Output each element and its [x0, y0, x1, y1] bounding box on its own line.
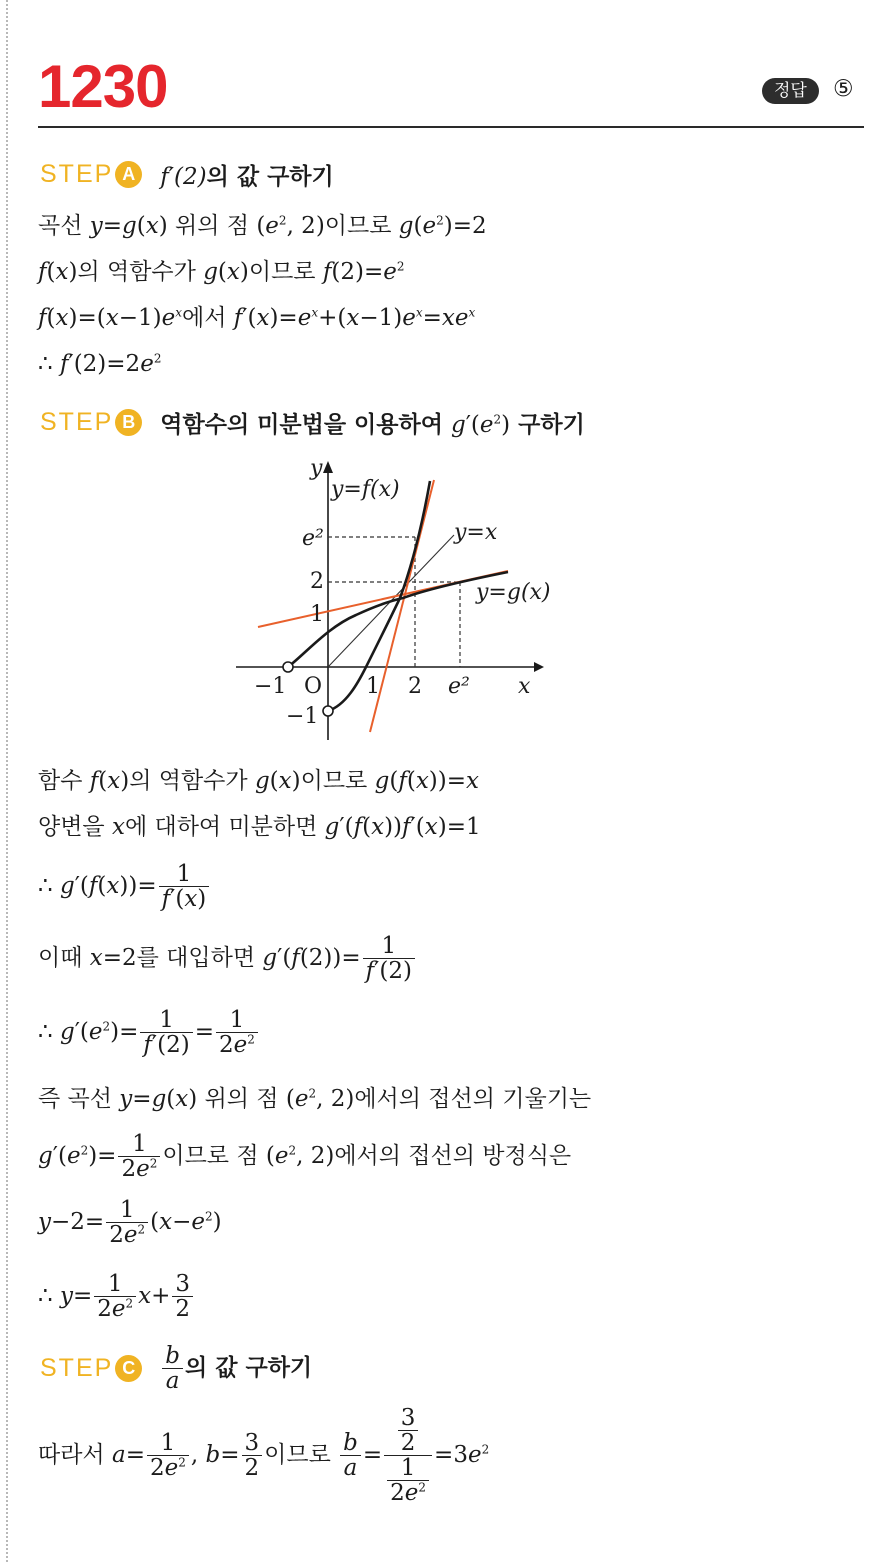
inverse-function-graph	[228, 455, 588, 750]
step-b-heading	[40, 406, 585, 439]
curve-g-label: y=g(x)	[476, 580, 551, 605]
tick-m1-x: −1	[254, 674, 287, 699]
step-b-line-1: 함수 f(x)의 역함수가 g(x)이므로 g(f(x))=x	[38, 768, 479, 794]
x-axis-arrow	[534, 662, 544, 672]
answer-value: ⑤	[833, 76, 854, 102]
step-a-line-4: ∴ $f'(2)=2e^2$	[38, 351, 162, 377]
step-a-line-2: f(x)의 역함수가 g(x)이므로 $f(2)=e^2$	[38, 259, 405, 285]
step-a-title-math: f′(2)	[160, 164, 207, 190]
curve-f-label: y=f(x)	[331, 477, 400, 502]
y-axis-arrow	[323, 461, 333, 473]
line-yx-label: y=x	[454, 520, 498, 545]
tick-2-y: 2	[310, 569, 324, 594]
tick-1-y: 1	[310, 602, 324, 627]
step-a-title	[160, 158, 333, 191]
step-b-badge: B	[115, 409, 142, 436]
answer-badge: 정답	[762, 78, 819, 104]
step-c-title: $\frac{b}{a}$ 의 값 구하기	[160, 1344, 312, 1393]
step-b-line-2: 양변을 x에 대하여 미분하면 g′(f(x))f′(x)=1	[38, 814, 481, 840]
tick-1-x: 1	[366, 674, 380, 699]
header-rule	[38, 126, 864, 128]
step-a-line-3: $f(x)=(x-1)e^x$에서 $f'(x)=e^x+(x-1)e^x=xe^x$	[38, 305, 476, 331]
page-edge	[0, 0, 8, 1562]
step-b-title: 역함수의 미분법을 이용하여 $g'(e^2)$ 구하기	[160, 412, 585, 438]
step-word: STEP	[40, 1354, 114, 1382]
tick-m1-y: −1	[286, 704, 319, 729]
tick-e2-x: e²	[448, 674, 470, 699]
step-word: STEP	[40, 160, 114, 188]
step-c-line-1: 따라서 a= $\frac{1}{2e^2}$ , b= $\frac{3}{2}$ 이므로 $\frac{b}{a}$ = $\frac{\frac{3}{2}}{\frac{1}{2e^2}}$ $=3e^2$	[38, 1405, 490, 1506]
origin-label: O	[304, 674, 323, 699]
step-c-heading	[40, 1344, 312, 1393]
problem-number: 1230	[38, 53, 168, 120]
step-b-line-7: $g'(e^2)=$ $\frac{1}{2e^2}$ 이므로 점 ($e^2$, 2)에서의 접선의 방정식은	[38, 1131, 572, 1182]
step-b-line-4: 이때 x=2를 대입하면 g′(f(2))= $\frac{1}{f'(2)}$	[38, 928, 417, 988]
step-a-badge: A	[115, 161, 142, 188]
open-point-g	[283, 662, 293, 672]
open-point-f	[323, 706, 333, 716]
x-axis-label: x	[518, 674, 531, 699]
y-axis-label: y	[310, 456, 323, 481]
step-word: STEP	[40, 408, 114, 436]
step-a-heading	[40, 158, 334, 191]
step-a-title-text: 의 값 구하기	[206, 164, 334, 190]
step-b-line-8: y−2= $\frac{1}{2e^2}$ $(x-e^2)$	[38, 1197, 222, 1248]
guide-lines	[328, 537, 460, 667]
step-c-badge: C	[115, 1355, 142, 1382]
step-b-line-3: ∴ g′(f(x))= $\frac{1}{f'(x)}$	[38, 856, 211, 916]
step-b-line-6: 즉 곡선 y=g(x) 위의 점 ($e^2$, 2)에서의 접선의 기울기는	[38, 1086, 592, 1112]
tick-e2-y: e²	[302, 526, 324, 551]
tick-2-x: 2	[408, 674, 422, 699]
step-a-line-1: 곡선 y=g(x) 위의 점 ($e^2$, 2)이므로 $g(e^2)=2$	[38, 213, 487, 239]
step-b-line-9: ∴ y= $\frac{1}{2e^2}$ x+ $\frac{3}{2}$	[38, 1266, 195, 1326]
step-b-line-5: ∴ $g'(e^2)=$ $\frac{1}{f'(2)}$ = $\frac{1}{2e^2}$	[38, 1002, 260, 1062]
